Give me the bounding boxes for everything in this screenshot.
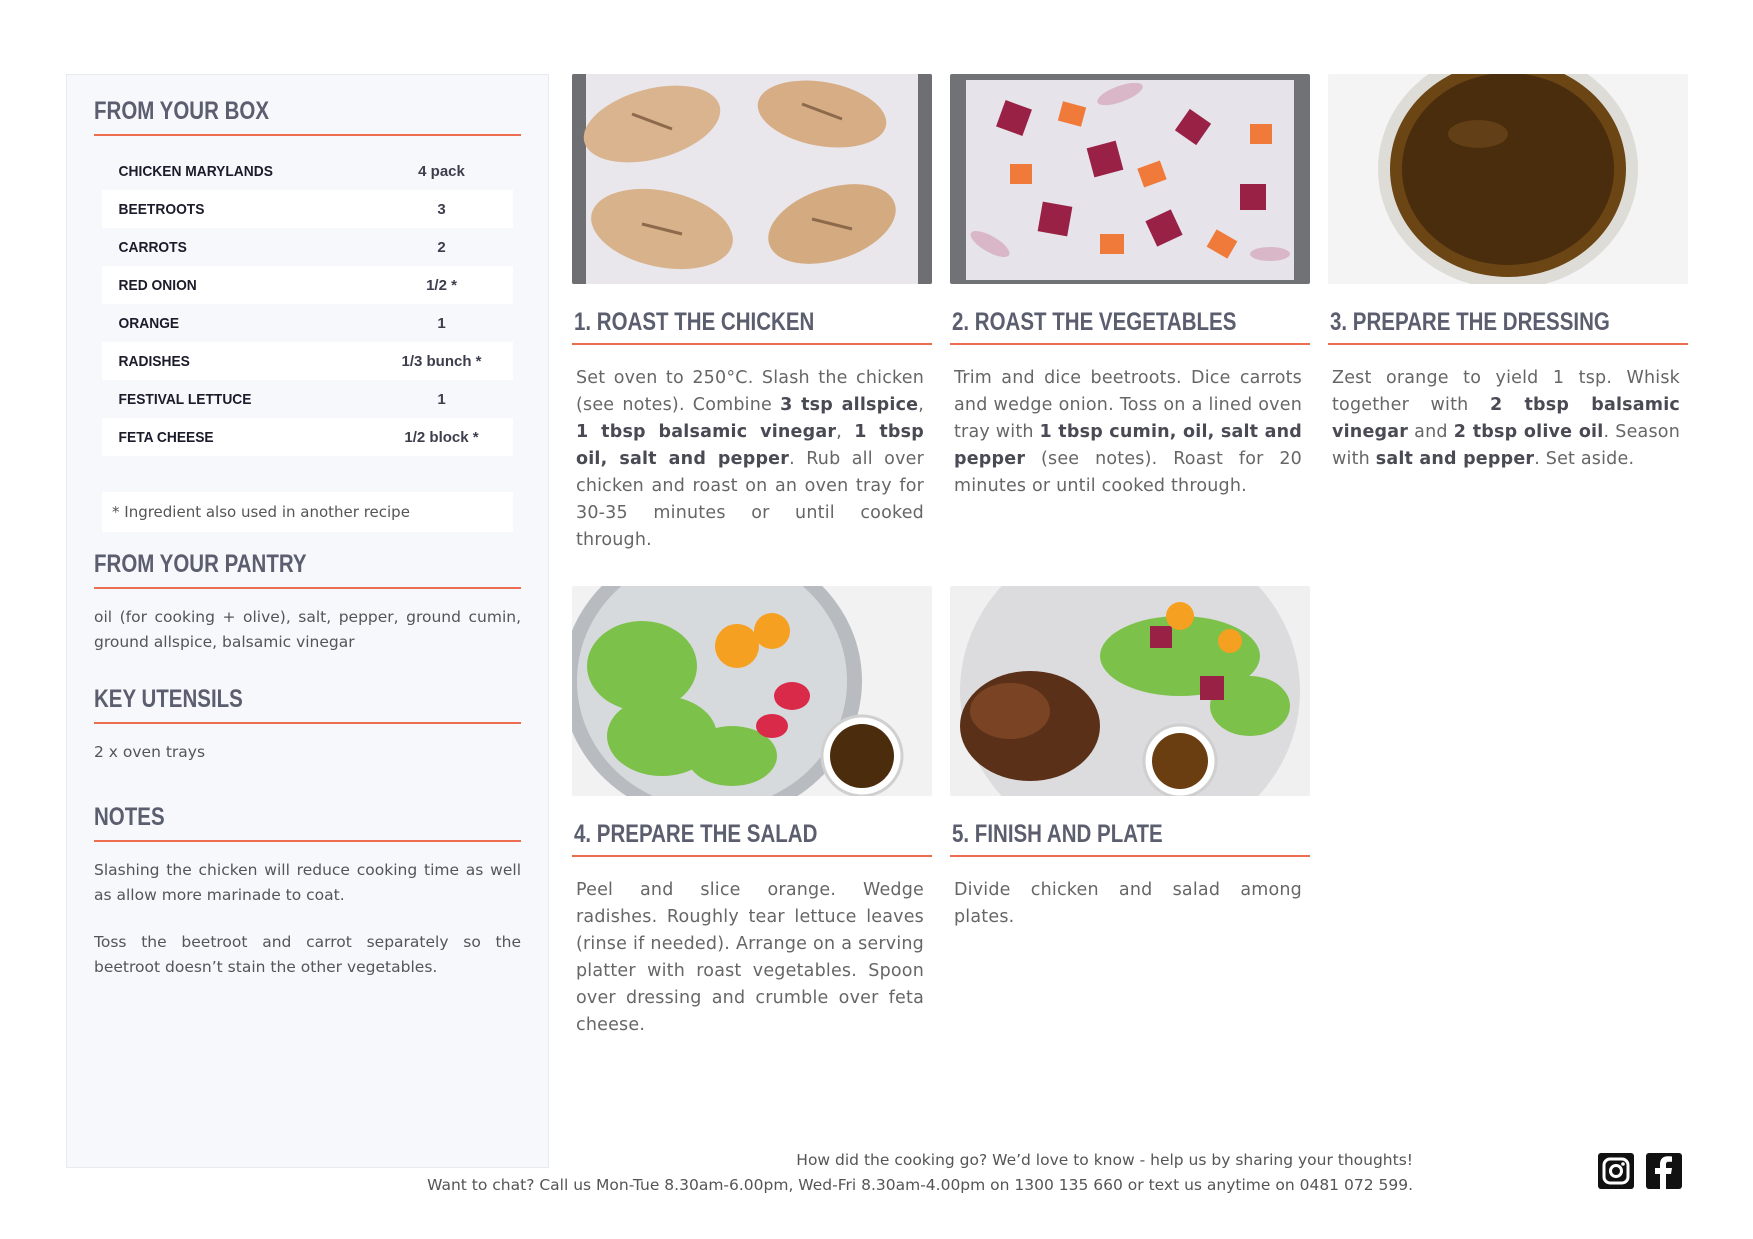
step-text-segment: (see notes). Roast for 20 minutes or until cooked through. <box>954 449 1302 496</box>
social-links <box>1598 1153 1682 1189</box>
step-text-bold: 2 tbsp balsamic vinegar <box>1332 395 1680 442</box>
ingredient-table <box>102 152 513 456</box>
salad-photo <box>572 586 932 796</box>
step-title: 4. PREPARE THE SALAD <box>574 820 818 848</box>
step-text-segment: Zest orange to yield 1 tsp. Whisk together with <box>1332 368 1680 415</box>
ingredient-name: ORANGE <box>118 314 180 332</box>
step-text <box>954 877 1302 931</box>
instagram-icon[interactable] <box>1598 1153 1634 1189</box>
ingredient-row <box>102 228 513 266</box>
ingredient-qty: 3 <box>437 200 446 218</box>
step-text-segment: Divide chicken and salad among plates. <box>954 880 1302 927</box>
ingredient-qty: 1/3 bunch * <box>401 352 482 370</box>
note-text: Toss the beetroot and carrot separately so the beetroot doesn’t stain the other vegetables. <box>94 933 521 976</box>
step-4 <box>572 586 932 1039</box>
ingredient-row <box>102 190 513 228</box>
step-text-segment: Slash the chicken (see notes). Combine <box>576 368 924 415</box>
key-utensils-section <box>94 685 521 765</box>
pantry-text: oil (for cooking + olive), salt, pepper, ground cumin, ground allspice, balsamic vinegar <box>94 608 521 651</box>
step-text-segment: . Season with <box>1332 422 1680 469</box>
from-your-pantry-title: FROM YOUR PANTRY <box>94 550 307 578</box>
ingredient-footnote: * Ingredient also used in another recipe <box>102 492 513 532</box>
key-utensils-title: KEY UTENSILS <box>94 685 243 713</box>
section-divider <box>94 134 521 136</box>
step-text-segment: Peel and slice orange. Wedge radishes. Roughly tear lettuce leaves (rinse if needed). Arrange on a serving platter with roast vegetables. Spoon over dressing and crumble over feta cheese. <box>576 880 924 1035</box>
ingredient-row <box>102 304 513 342</box>
ingredient-qty: 2 <box>437 238 446 256</box>
from-your-pantry-section <box>94 550 521 655</box>
step-text <box>576 365 924 554</box>
ingredient-row <box>102 418 513 456</box>
from-your-box-section <box>94 97 521 532</box>
step-text <box>576 877 924 1039</box>
step-text <box>1332 365 1680 473</box>
ingredient-name: CARROTS <box>118 238 187 256</box>
roast-chicken-photo <box>572 74 932 284</box>
step-text-bold: 1 tbsp oil, salt and pepper <box>576 422 925 469</box>
note-text: Slashing the chicken will reduce cooking time as well as allow more marinade to coat. <box>94 861 521 904</box>
ingredient-qty: 1 <box>437 390 446 408</box>
ingredient-name: FESTIVAL LETTUCE <box>118 390 252 408</box>
step-text-segment: . Set aside. <box>1534 449 1635 469</box>
step-text-segment: and <box>1408 422 1454 442</box>
facebook-icon[interactable] <box>1646 1153 1682 1189</box>
ingredient-qty: 1/2 * <box>426 276 457 294</box>
section-divider <box>94 722 521 724</box>
ingredient-name: FETA CHEESE <box>118 428 214 446</box>
step-text-bold: 1 tbsp cumin, oil, salt and pepper <box>954 422 1303 469</box>
ingredient-name: CHICKEN MARYLANDS <box>118 162 273 180</box>
roast-vegetables-photo <box>950 74 1310 284</box>
step-text-bold: 3 tsp allspice <box>780 395 919 415</box>
ingredient-name: RADISHES <box>118 352 190 370</box>
ingredient-row <box>102 152 513 190</box>
ingredient-qty: 1 <box>437 314 446 332</box>
step-text-bold: 2 tbsp olive oil <box>1453 422 1604 442</box>
step-2 <box>950 74 1310 500</box>
ingredient-row <box>102 342 513 380</box>
ingredient-qty: 1/2 block * <box>404 428 479 446</box>
ingredient-qty: 4 pack <box>418 162 465 180</box>
step-5 <box>950 586 1310 931</box>
ingredient-row <box>102 380 513 418</box>
step-text-segment: Trim and dice beetroots. Dice carrots and wedge onion. Toss on a lined oven tray with <box>954 368 1302 442</box>
step-title: 2. ROAST THE VEGETABLES <box>952 308 1237 336</box>
from-your-box-title: FROM YOUR BOX <box>94 97 270 125</box>
step-text <box>954 365 1302 500</box>
section-divider <box>94 587 521 589</box>
step-divider <box>572 855 932 857</box>
step-text-bold: 1 tbsp balsamic vinegar <box>576 422 837 442</box>
plated-dish-photo <box>950 586 1310 796</box>
step-text-segment: . Rub all over chicken and roast on an oven tray for 30-35 minutes or until cooked through. <box>576 449 924 550</box>
ingredients-sidebar <box>66 74 549 1168</box>
step-divider <box>950 855 1310 857</box>
step-divider <box>1328 343 1688 345</box>
step-divider <box>950 343 1310 345</box>
feedback-footer <box>427 1148 1413 1198</box>
ingredient-name: BEETROOTS <box>118 200 205 218</box>
step-title: 1. ROAST THE CHICKEN <box>574 308 815 336</box>
step-divider <box>572 343 932 345</box>
contact-text: Want to chat? Call us Mon-Tue 8.30am-6.00pm, Wed-Fri 8.30am-4.00pm on 1300 135 660 or text us anytime on 0481 072 599. <box>427 1176 1413 1194</box>
notes-title: NOTES <box>94 803 165 831</box>
feedback-text: How did the cooking go? We’d love to know - help us by sharing your thoughts! <box>796 1151 1413 1169</box>
section-divider <box>94 840 521 842</box>
step-text-segment: , <box>836 422 855 442</box>
notes-section <box>94 803 521 980</box>
step-title: 5. FINISH AND PLATE <box>952 820 1163 848</box>
dressing-photo <box>1328 74 1688 284</box>
step-text-segment: , <box>918 395 924 415</box>
step-text-bold: salt and pepper <box>1375 449 1535 469</box>
step-title: 3. PREPARE THE DRESSING <box>1330 308 1610 336</box>
utensils-text: 2 x oven trays <box>94 743 206 761</box>
step-3 <box>1328 74 1688 473</box>
ingredient-row <box>102 266 513 304</box>
ingredient-name: RED ONION <box>118 276 197 294</box>
step-1 <box>572 74 932 554</box>
step-text-segment: Set oven to 250°C. <box>576 368 754 388</box>
